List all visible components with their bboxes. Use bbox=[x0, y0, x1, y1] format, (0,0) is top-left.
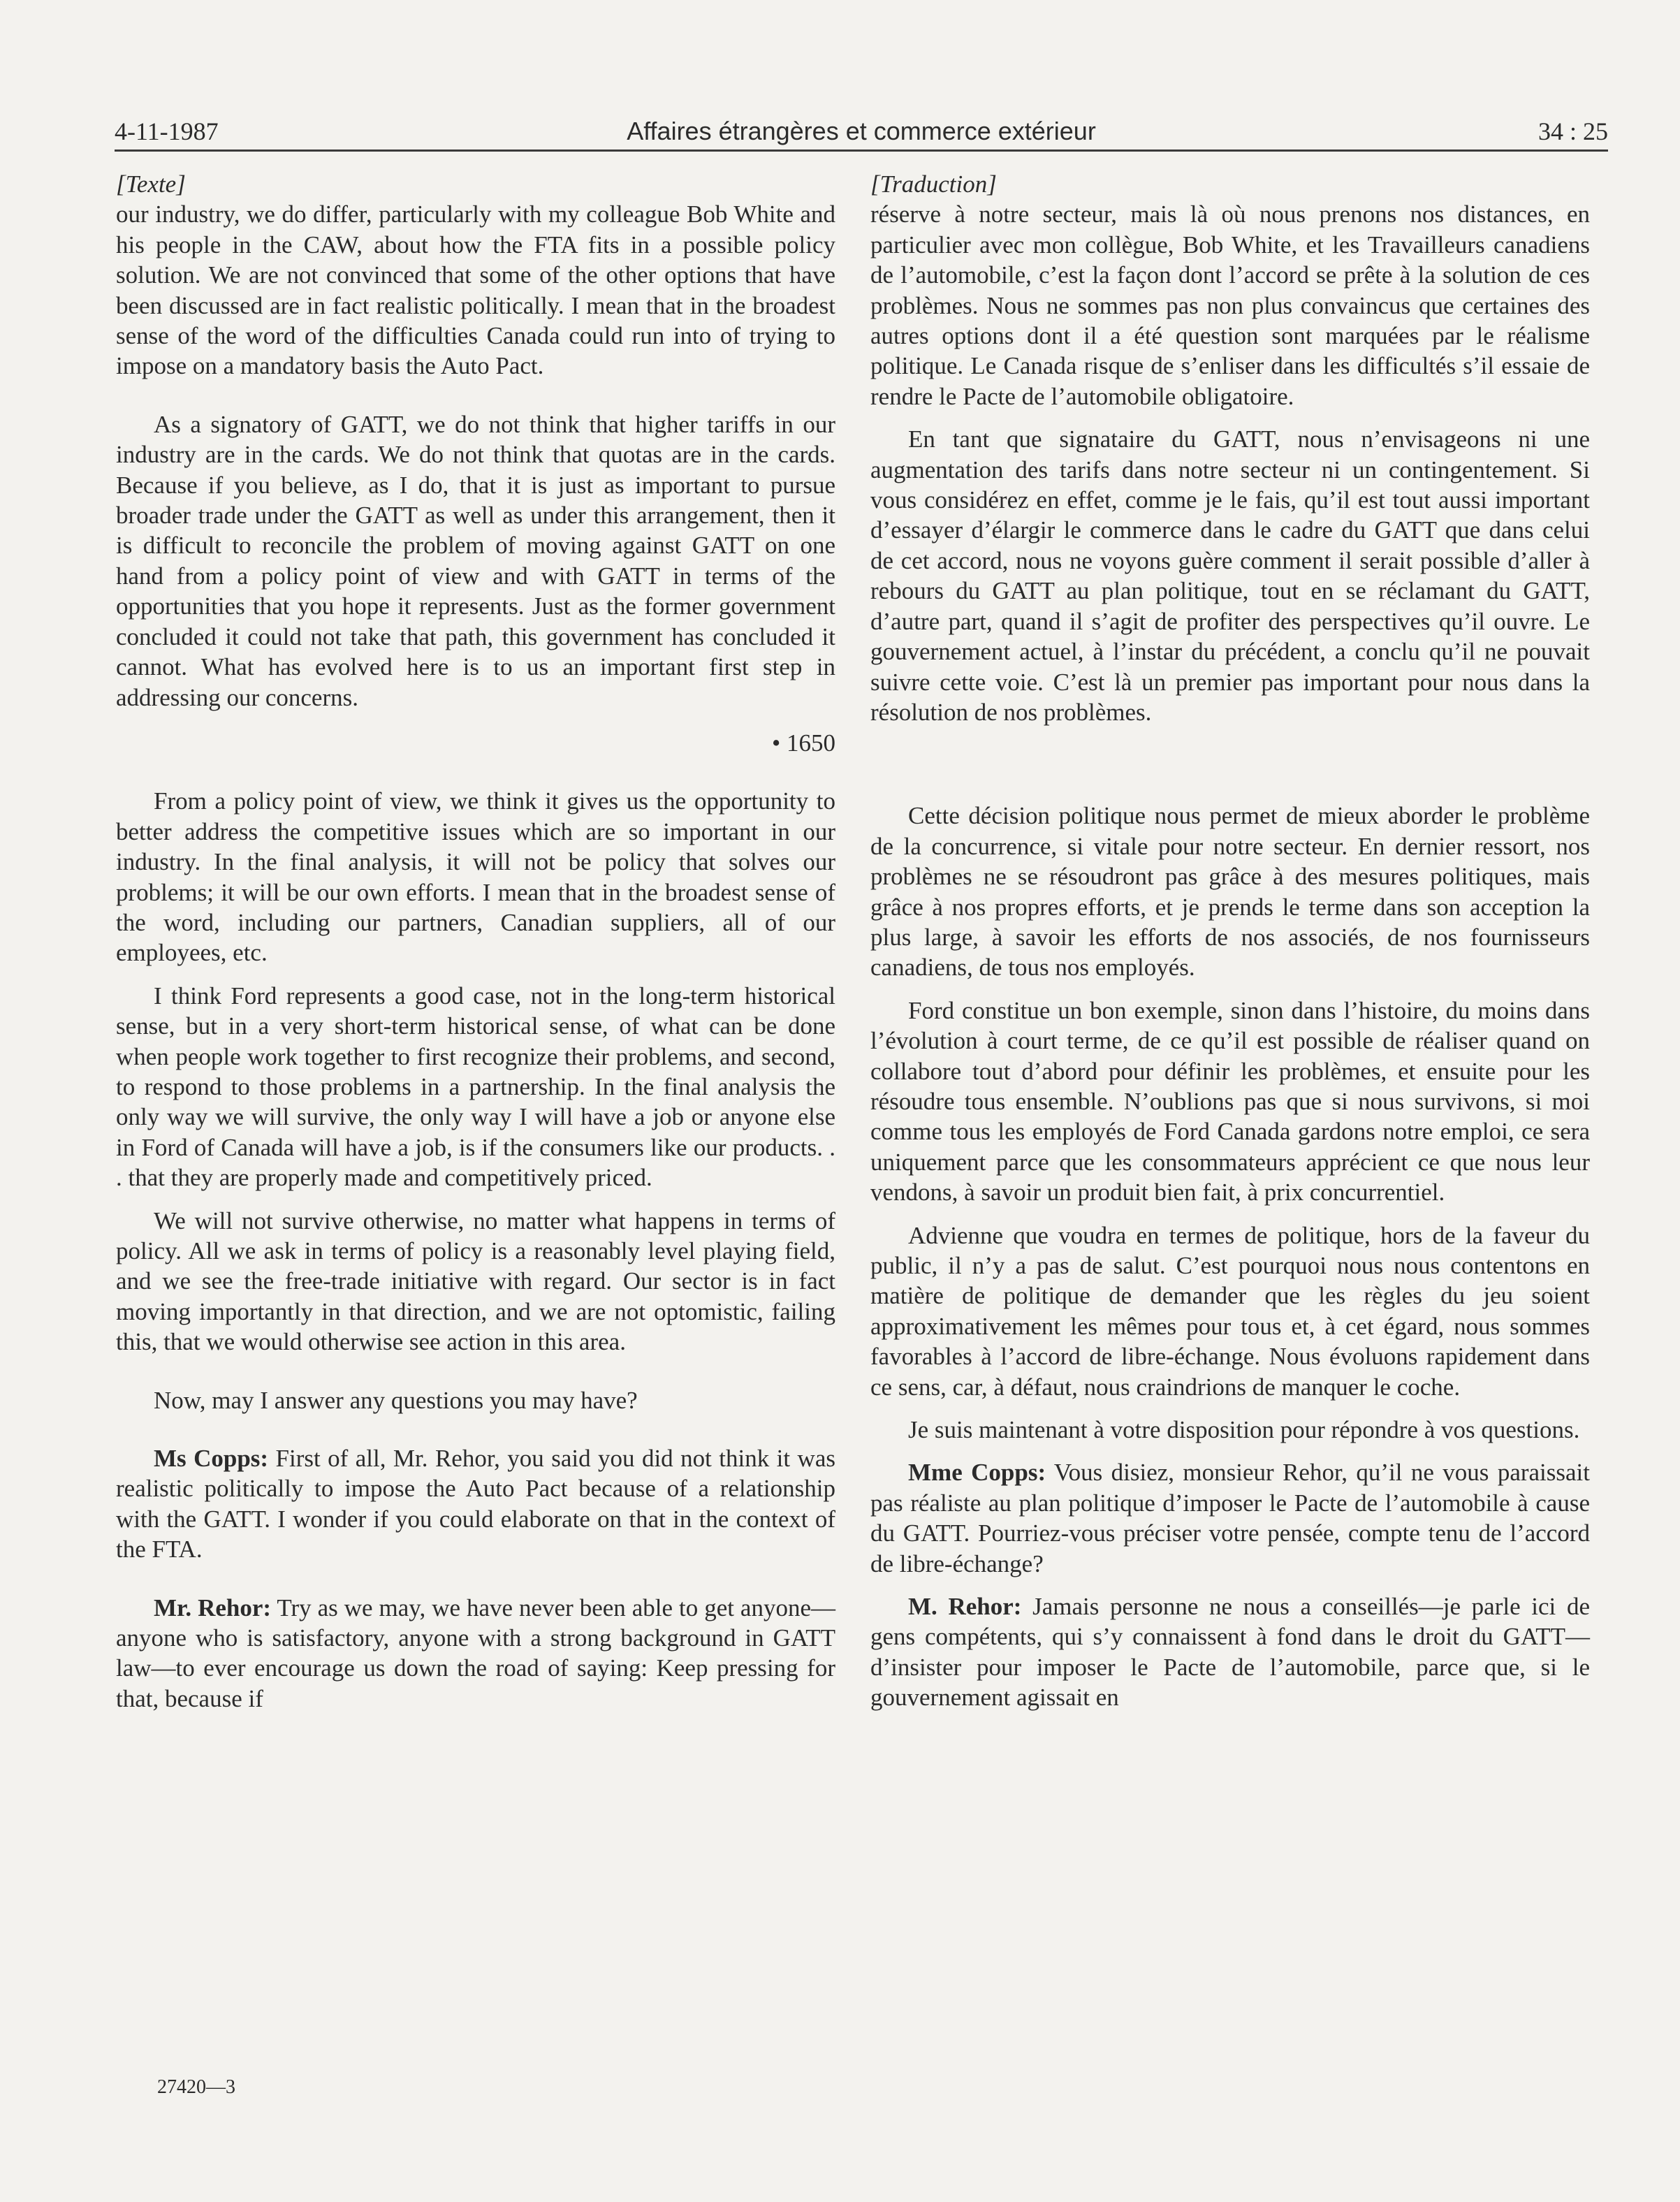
column-label-texte: [Texte] bbox=[116, 170, 186, 198]
paragraph: We will not survive otherwise, no matter what happens in terms of policy. All we ask in terms of policy is a reasonably level playing field, and we see the free-trade initiative with regard. Our sector is in fact moving importantly in that direction, and we are not optomistic, failing this, that we would otherwise see action in this area. bbox=[116, 1206, 835, 1356]
paragraph: Cette décision politique nous permet de mieux aborder le problème de la concurrence, si vitale pour notre secteur. En dernier ressort, nos problèmes ne se résoudront pas grâce à des mesures politiques, mais grâce à nos propres efforts, et je prends le terme dans son acception la plus large, à savoir les efforts de nos associés, de nos fournisseurs canadiens, de tous nos employés. bbox=[870, 802, 1590, 982]
speaker-text: Vous disiez, monsieur Rehor, qu’il ne vous paraissait pas réaliste au plan politique d’imposer le Pacte de l’automobile à cause du GATT. Pourriez-vous préciser votre pensée, compte tenu de l’accord de libre-échange? bbox=[870, 1459, 1590, 1577]
paragraph: Advienne que voudra en termes de politique, hors de la faveur du public, il n’y a pas de salut. C’est pourquoi nous nous contentons en matière de politique de demander que les règles du jeu soient approximativement les mêmes pour tous et, à cet égard, nous sommes favorables à l’accord de libre-échange. Nous évoluons rapidement dans ce sens, car, à défaut, nous craindrions de manquer le coche. bbox=[870, 1221, 1590, 1401]
paragraph: réserve à notre secteur, mais là où nous prenons nos distances, en particulier avec mon collègue, Bob White, et les Travailleurs canadiens de l’automobile, c’est la façon dont l’accord se prête à la solution de ces problèmes. Nous ne sommes pas non plus convaincus que certaines des autres options dont il a été question sont marquées par le réalisme politique. Le Canada risque de s’enliser dans les difficultés s’il essaie de rendre le Pacte de l’automobile obligatoire. bbox=[870, 200, 1590, 410]
paragraph: Now, may I answer any questions you may have? bbox=[154, 1386, 638, 1414]
paragraph: From a policy point of view, we think it gives us the opportunity to better address the competitive issues which are so important in our industry. In the final analysis, it will not be policy that solves our problems; it will be our own efforts. I mean that in the broadest sense of the word, including our partners, Canadian suppliers, all of our employees, etc. bbox=[116, 787, 835, 967]
speaker-name: Mme Copps: bbox=[908, 1459, 1046, 1487]
speaker-name: Ms Copps: bbox=[154, 1445, 269, 1473]
speaker-text: Jamais personne ne nous a conseillés—je parle ici de gens compétents, qui s’y connaissent à fond dans le droit du GATT—d’insister pour imposer le Pacte de l’automobile, parce que, si le gouvernement agissait en bbox=[870, 1593, 1590, 1712]
header-title: Affaires étrangères et commerce extérieur bbox=[627, 117, 1096, 145]
french-column bbox=[870, 169, 1590, 1713]
header-rule bbox=[115, 150, 1608, 152]
footer-code: 27420—3 bbox=[157, 2076, 235, 2098]
paragraph: Ford constitue un bon exemple, sinon dans l’histoire, du moins dans l’évolution à court terme, de ce qu’il est possible de réaliser quand on collabore tout d’abord pour définir les problèmes, et ensuite pour les résoudre tous ensemble. N’oublions pas que si nous survivons, si moi comme tous les employés de Ford Canada gardons notre emploi, ce sera uniquement parce que les consommateurs apprécient ce que nous leur vendons, à savoir un produit bien fait, à prix concurrentiel. bbox=[870, 996, 1590, 1206]
speaker-paragraph bbox=[116, 1443, 835, 1565]
time-marker: • 1650 bbox=[771, 729, 835, 757]
header-page-number: 34 : 25 bbox=[1537, 117, 1608, 145]
speaker-text: First of all, Mr. Rehor, you said you did not think it was realistic politically to impose the Auto Pact because of a relationship with the GATT. I wonder if you could elaborate on that in the context of the FTA. bbox=[116, 1445, 835, 1563]
page-header bbox=[115, 108, 1608, 150]
speaker-paragraph bbox=[870, 1591, 1590, 1713]
column-label-traduction: [Traduction] bbox=[870, 170, 997, 198]
paragraph: Je suis maintenant à votre disposition pour répondre à vos questions. bbox=[908, 1416, 1580, 1444]
speaker-paragraph bbox=[870, 1457, 1590, 1579]
paragraph: our industry, we do differ, particularly with my colleague Bob White and his people in the CAW, about how the FTA fits in a possible policy solution. We are not convinced that some of the other options that have been discussed are in fact realistic politically. I mean that in the broadest sense of the word of the difficulties Canada could run into of trying to impose on a mandatory basis the Auto Pact. bbox=[116, 200, 835, 380]
paragraph: En tant que signataire du GATT, nous n’envisageons ni une augmentation des tarifs dans notre secteur ni un contingentement. Si vous considérez en effet, comme je le fais, qu’il est tout aussi important d’essayer d’élargir le commerce dans le cadre du GATT que dans celui de cet accord, nous ne voyons guère comment il serait possible d’aller à rebours du GATT au plan politique, tout en se réclamant du GATT, d’autre part, quand il s’agit de profiter des perspectives qu’il ouvre. Le gouvernement actuel, à l’instar du précédent, a conclu qu’il ne pouvait suivre cette voie. C’est là un premier pas important pour nous dans la résolution de nos problèmes. bbox=[870, 425, 1590, 726]
paragraph: I think Ford represents a good case, not in the long-term historical sense, but in a very short-term historical sense, of what can be done when people work together to first recognize their problems, and second, to respond to those problems in a partnership. In the final analysis the only way we will survive, the only way I will have a job or anyone else in Ford of Canada will have a job, is if the consumers like our products. . . that they are properly made and competitively priced. bbox=[116, 982, 835, 1192]
english-column bbox=[116, 169, 835, 1714]
speaker-paragraph bbox=[116, 1593, 835, 1714]
speaker-text: Try as we may, we have never been able to get anyone—anyone who is satisfactory, anyone with a strong background in GATT law—to ever encourage us down the road of saying: Keep pressing for that, because if bbox=[116, 1594, 835, 1712]
speaker-name: Mr. Rehor: bbox=[154, 1594, 272, 1621]
speaker-name: M. Rehor: bbox=[908, 1593, 1022, 1621]
header-date: 4-11-1987 bbox=[115, 117, 219, 145]
paragraph: As a signatory of GATT, we do not think that higher tariffs in our industry are in the cards. We do not think that quotas are in the cards. Because if you believe, as I do, that it is just as important to pursue broader trade under the GATT as well as under this arrangement, then it is difficult to reconcile the problem of moving against GATT on one hand from a policy point of view and with GATT in terms of the opportunities that you hope it represents. Just as the former government concluded it could not take that path, this government has concluded it cannot. What has evolved here is to us an important first step in addressing our concerns. bbox=[116, 410, 835, 711]
